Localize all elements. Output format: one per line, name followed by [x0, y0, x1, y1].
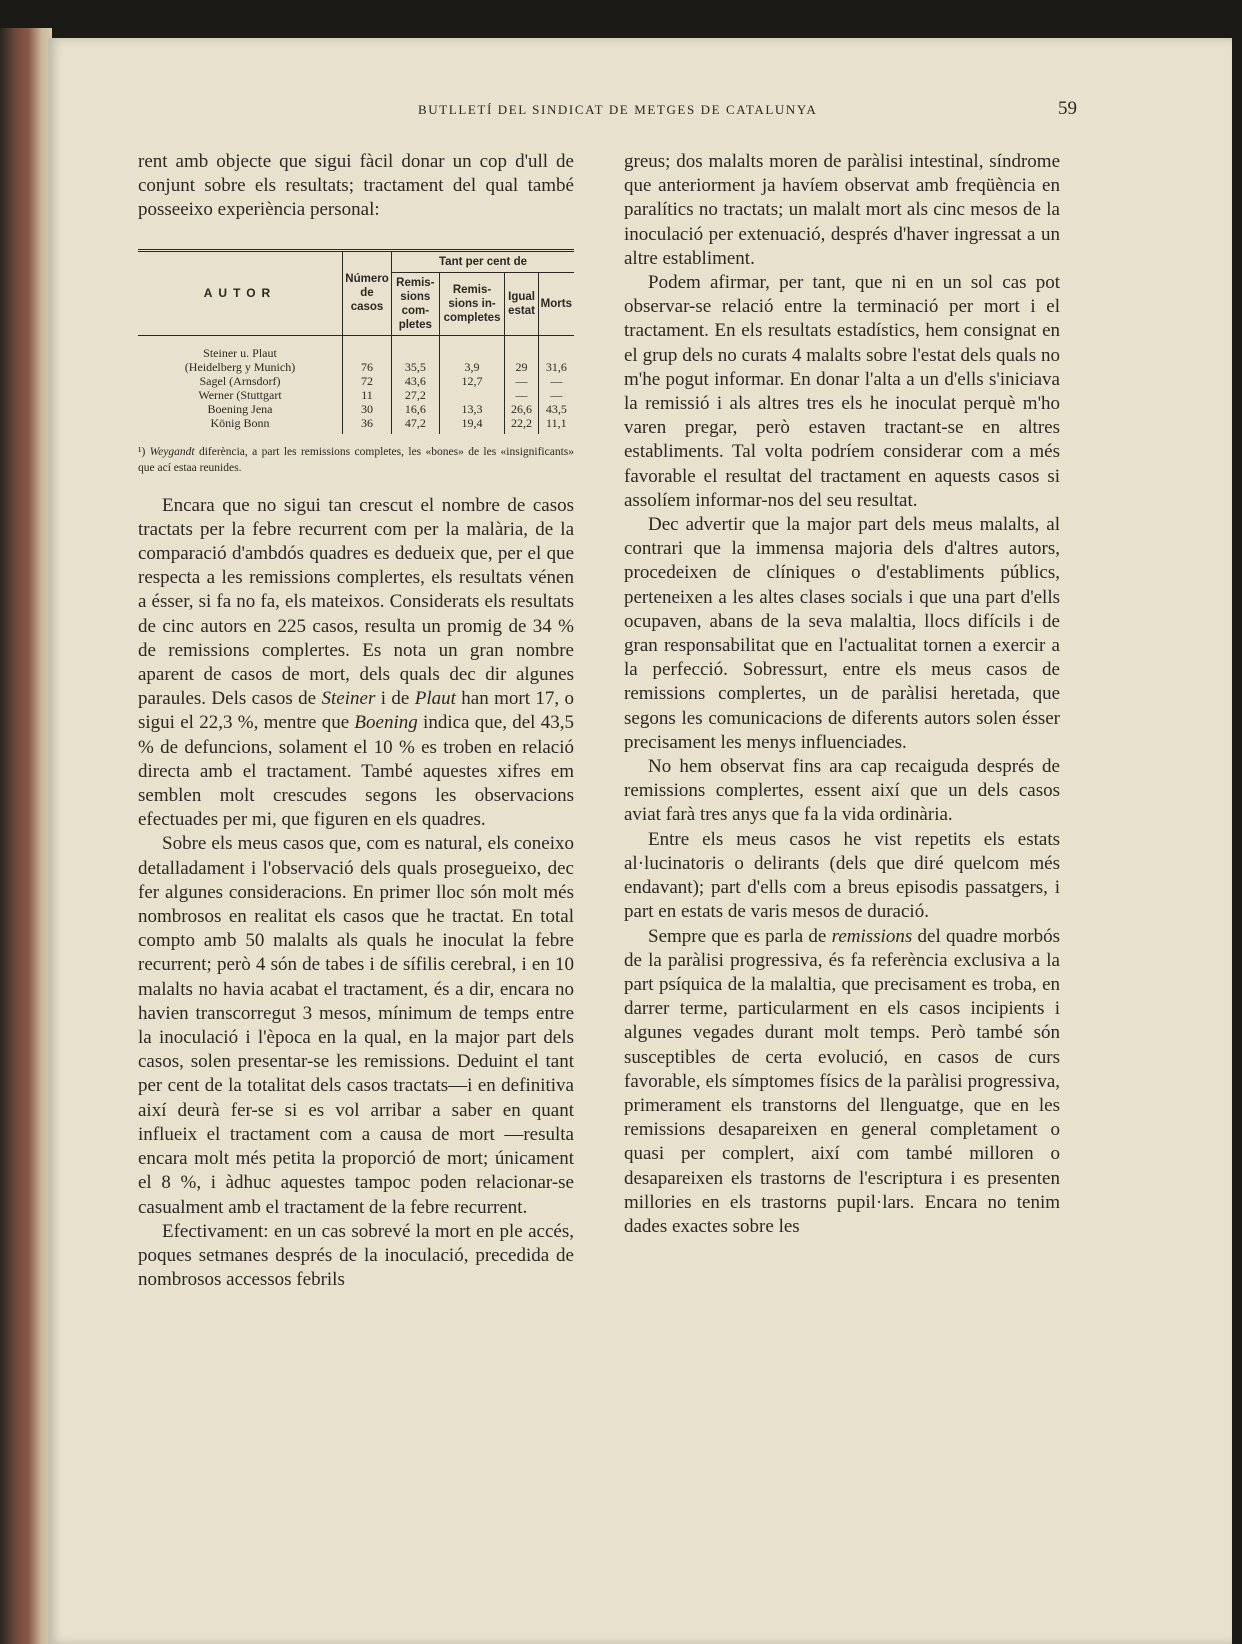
cell-rc: 35,5: [392, 360, 440, 374]
cell-morts: 31,6: [538, 360, 574, 374]
body-paragraph: Dec advertir que la major part dels meus malalts, al contrari que la immensa majoria dels d'altres autors, procedeixen de clíniques o d'establiments públics, perteneixen a les altes clases socials i que una part d'ells ocupaven, abans de la seva malaltia, llocs difícils i de gran responsabilitat que en l'actualitat tornen a exercir a la perfecció. Sobressurt, entre els meus casos de remissions complertes, un de paràlisi heretada, que segons les comunicacions de diferents autors solen ésser precisament les menys influenciades.: [624, 514, 1060, 753]
cell-morts: 11,1: [538, 416, 574, 434]
cell-casos: 30: [343, 402, 392, 416]
left-column: [138, 150, 574, 1292]
cell-autor: Boening Jena: [207, 401, 273, 416]
text-run: han mort 17, o sigui el 22,3 %, mentre que: [138, 688, 574, 734]
cell-igual: —: [505, 388, 538, 402]
cell-morts: 43,5: [538, 402, 574, 416]
text-run: indica que, del 43,5 % de defuncions, solament el 10 % es troben en relació directa amb el tractament. També aquestes xifres em semblen molt crescudes segons les observacions efectuades per mi, que figuren en els quadres.: [138, 712, 574, 831]
footnote-author: Weygandt: [149, 445, 195, 458]
cell-ri: [439, 388, 505, 402]
cell-rc: 43,6: [392, 374, 440, 388]
cell-autor: Steiner u. Plaut: [203, 345, 277, 360]
header-autor: AUTOR: [138, 250, 343, 335]
page-header: [48, 100, 1232, 122]
cell-morts: —: [538, 374, 574, 388]
author-name: Plaut: [414, 688, 456, 710]
body-paragraph: Efectivament: en un cas sobrevé la mort en ple accés, poques setmanes després de la inoculació, precedida de nombrosos accessos febrils: [138, 1220, 574, 1291]
cell-ri: 19,4: [439, 416, 505, 434]
emphasis: remissions: [831, 925, 913, 947]
cell-igual: [505, 346, 538, 360]
header-tant-per-cent: Tant per cent de: [392, 250, 575, 272]
cell-ri: [439, 346, 505, 360]
body-paragraph: No hem observat fins ara cap recaiguda després de remissions complertes, essent així que un dels casos aviat farà tres anys que fa la vida ordinària.: [624, 756, 1060, 826]
body-paragraph: [138, 494, 574, 833]
cell-igual: —: [505, 374, 538, 388]
header-remis-incompletes: Remis-sions in-completes: [439, 272, 505, 335]
cell-casos: 36: [343, 416, 392, 434]
text-run: i de: [375, 688, 415, 710]
cell-rc: 27,2: [392, 388, 440, 402]
table-row: [138, 346, 574, 360]
cell-morts: [538, 346, 574, 360]
cell-casos: [343, 346, 392, 360]
table-footnote: [138, 444, 574, 476]
body-paragraph: Sobre els meus casos que, com es natural, els coneixo detalladament i l'observació dels quals prosegueixo, dec fer algunes consideracions. En primer lloc són molt més nombrosos en realitat els casos que he tractat. En total compto amb 50 malalts als quals he inoculat la febre recurrent; però 4 són de tabes i de sífilis cerebral, i en 10 malalts no havia acabat el tractament, és a dir, encara no havien transcorregut 3 mesos, mínimum de temps entre la inoculació i l'època en la qual, en la major part dels casos, solen presentar-se les remissions. Deduint el tant per cent de la totalitat dels casos tractats—i en definitiva així deurà fer-se si es vol arribar a saber en quant influeix el tractament com a causa de mort —resulta encara molt més petita la proporció de mort; únicament el 8 %, i àdhuc aquestes tampoc poden relacionar-se casualment amb el tractament de la febre recurrent.: [138, 833, 574, 1218]
page-number: 59: [1058, 98, 1077, 119]
text-run: Encara que no sigui tan crescut el nombre de casos tractats per la febre recurrent com per la malària, de la comparació d'ambdós quadres es dedueix que, per el que respecta a les remissions complertes, els resultats vénen a ésser, si fa no fa, els mateixos. Considerats els resultats de cinc autors en 225 casos, resulta un promig de 34 % de remissions complertes. Es nota un gran nombre aparent de casos de mort, dels quals dec dir algunes paraules. Dels casos de: [138, 494, 574, 710]
body-paragraph: Podem afirmar, per tant, que ni en un sol cas pot observar-se relació entre la terminació per mort i el tractament. En els resultats estadístics, hem consignat en el grup dels no curats 4 malalts sobre l'estat dels quals no m'he pogut informar. En donar l'alta a un d'ells s'iniciava la remissió i als altres tres els he inoculat perquè m'ho varen pregar, però estaven tractant-se en altres establiments. Tal volta podríem considerar com a més favorable el resultat del tractament en aquests casos si assolíem informar-nos del seu resultat.: [624, 272, 1060, 511]
cell-casos: 72: [343, 374, 392, 388]
cell-autor: Werner (Stuttgart: [198, 387, 282, 402]
header-numero-casos: Número de casos: [343, 250, 392, 335]
cell-igual: 22,2: [505, 416, 538, 434]
table-row: [138, 402, 574, 416]
book-binding: [0, 28, 52, 1644]
cell-autor: (Heidelberg y Munich): [184, 359, 296, 374]
cell-rc: 47,2: [392, 416, 440, 434]
cell-ri: 3,9: [439, 360, 505, 374]
author-name: Boening: [354, 712, 418, 734]
text-run: del quadre morbós de la paràlisi progressiva, és fa referència exclusiva a la part psíquica de la malaltia, que precisament es troba, en darrer terme, particularment en els casos incipients i algunes vegades durant molt temps. Però també són susceptibles de certa evolució, en casos de curs favorable, els símptomes físics de la paràlisi progressiva, primerament els transtorns del llenguatge, que en les remissions desapareixen en general completament o quasi per complert, així com també milloren o desapareixen els trastorns de l'escriptura i es presenten millories en els trastorns pupil·lars. Encara no tenim dades exactes sobre les: [624, 925, 1060, 1237]
cell-autor: Sagel (Arnsdorf): [199, 373, 281, 388]
cell-rc: 16,6: [392, 402, 440, 416]
table-row: [138, 360, 574, 374]
table-row: [138, 388, 574, 402]
cell-ri: 13,3: [439, 402, 505, 416]
author-name: Steiner: [321, 688, 376, 710]
cell-morts: —: [538, 388, 574, 402]
header-remis-completes: Remis-sions com-pletes: [392, 272, 440, 335]
intro-paragraph: rent amb objecte que sigui fàcil donar un cop d'ull de conjunt sobre els resultats; tractament del qual també posseeixo experiència personal:: [138, 151, 574, 221]
right-column: [624, 150, 1060, 1239]
cell-igual: 26,6: [505, 402, 538, 416]
footnote-text: diferència, a part les remissions completes, les «bones» de les «insignificants» que ací estaa reunides.: [138, 445, 574, 474]
body-paragraph: Entre els meus casos he vist repetits els estats al·lucinatoris o delirants (dels que diré quelcom més endavant); part d'ells com a breus episodis passatgers, i part en estats de varis mesos de duració.: [624, 828, 1060, 923]
body-paragraph: greus; dos malalts moren de paràlisi intestinal, síndrome que anteriorment ja havíem observat amb freqüència en paralítics no tractats; un malalt mort als cinc mesos de la inoculació per extenuació, després d'haver ingressat a un altre establiment.: [624, 151, 1060, 269]
table-row: [138, 374, 574, 388]
results-table: [138, 249, 574, 434]
cell-casos: 11: [343, 388, 392, 402]
text-run: Sempre que es parla de: [648, 925, 832, 947]
header-igual-estat: Igual estat: [505, 272, 538, 335]
cell-igual: 29: [505, 360, 538, 374]
table-row: [138, 416, 574, 434]
document-page: [48, 38, 1232, 1644]
running-title: BUTLLETÍ DEL SINDICAT DE METGES DE CATALUNYA: [418, 102, 818, 117]
cell-rc: [392, 346, 440, 360]
cell-ri: 12,7: [439, 374, 505, 388]
body-paragraph: [624, 925, 1060, 1240]
header-morts: Morts: [538, 272, 574, 335]
cell-casos: 76: [343, 360, 392, 374]
cell-autor: König Bonn: [210, 415, 270, 430]
footnote-marker: ¹): [138, 445, 146, 458]
